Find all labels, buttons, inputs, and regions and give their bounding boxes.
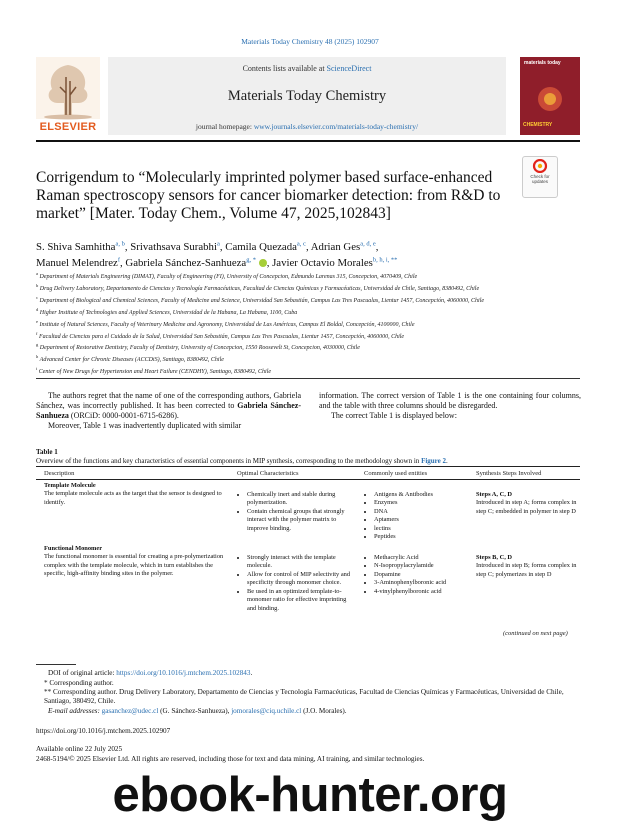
check-for-updates-label: Check for updates (530, 174, 550, 184)
footnote-emails: E-mail addresses: gasanchez@udec.cl (G. Sánchez-Sanhueza), jomorales@ciq.uchile.cl (J.O. Morales). (48, 707, 347, 715)
article-title: Corrigendum to “Molecularly imprinted polymer based surface-enhanced Raman spectroscopy sensors for cancer biomarker detection: from R&D to market” [Mater. Today Chem., Volume 47, 2025,102843] (36, 169, 501, 222)
figure-link[interactable]: Figure 2 (421, 457, 447, 465)
affiliations-rule (36, 378, 580, 379)
affiliation: $^a$ Department of Materials Engineering (DIMAT), Faculty of Engineering (FI), University of Concepcion, Edmundo Larenas 315, Concepcion, 4070409, Chile (36, 271, 418, 280)
affiliation: $^c$ Department of Biological and Chemical Sciences, Faculty of Medicine and Science, Universidad San Sebastián, Campus Las Tres Pascualas, Lientur 1457, Concepción, 4060000, Chile (36, 294, 485, 304)
body-paragraph: The correct Table 1 is displayed below: (331, 411, 457, 420)
row-description: The template molecule acts as the target that the sensor is designed to identify. (44, 490, 222, 506)
body-paragraph: information. The correct version of Table 1 is the one containing four columns, and the table with three columns should be disregarded. (319, 391, 581, 410)
homepage-link[interactable]: www.journals.elsevier.com/materials-today-chemistry/ (253, 122, 419, 131)
elsevier-wordmark: ELSEVIER (39, 121, 97, 133)
row-entities: • Antigens & Antibodies • Enzymes • DNA • Aptamers • lectins • Peptides (364, 491, 474, 542)
table-header: Synthesis Steps Involved (476, 470, 542, 477)
row-entities: • Methacrylic Acid • N-Isopropylacrylamide • Dopamine • 3-Aminophenylboronic acid • 4-vinylphenylboronic acid (364, 554, 474, 596)
orcid-icon[interactable] (259, 259, 267, 267)
table-header: Optimal Characteristics (237, 470, 299, 477)
header-rule (36, 140, 580, 142)
body-column-right (319, 391, 581, 421)
author[interactable]: Adrian Ges$^{a, d, e}$, (310, 240, 379, 253)
author[interactable]: Manuel Melendrez$^f$, (36, 256, 126, 270)
journal-homepage (108, 122, 506, 131)
cover-art (527, 84, 573, 114)
watermark-text: ebook-hunter.org (112, 768, 508, 822)
body-paragraph: Moreover, Table 1 was inadvertently duplicated with similar (48, 421, 242, 430)
row-title: Functional Monomer (44, 545, 103, 552)
author[interactable]: Srivathsava Surabhi$^a$, (130, 240, 226, 253)
row-characteristics: • Strongly interact with the template molecule. • Allow for control of MIP selectivity and specificity through monomer choice. • Be used in an optimized template-to-monomer ratio for effective imprinting and binding. (237, 554, 355, 613)
body-column-left (36, 391, 301, 431)
journal-title: Materials Today Chemistry (227, 88, 387, 104)
check-updates-icon (531, 159, 549, 173)
footnote-rule (36, 664, 76, 665)
email-link[interactable]: gasanchez@udec.cl (101, 707, 159, 715)
affiliations (36, 270, 584, 377)
row-description: The functional monomer is essential for creating a pre-polymerization complex with the template molecule, which in turn establishes the specific, high-affinity binding sites in the polymer. (44, 553, 224, 578)
table-header: Commonly used entities (364, 470, 428, 477)
affiliation: $^i$ Center of New Drugs for Hypertension and Heart Failure (CENDHY), Santiago, 8380492, Chile (36, 366, 272, 376)
affiliation: $^h$ Advanced Center for Chronic Diseases (ACCDiS), Santiago, 8380492, Chile (36, 354, 224, 364)
table-header: Description (44, 470, 75, 477)
original-doi-link[interactable]: https://doi.org/10.1016/j.mtchem.2025.102843 (116, 669, 251, 677)
homepage-prefix: journal homepage: (195, 122, 254, 131)
footnote-doi: DOI of original article: https://doi.org/10.1016/j.mtchem.2025.102843. (48, 669, 253, 677)
affiliation: $^b$ Drug Delivery Laboratory, Departamento de Ciencias y Tecnología Farmacéuticas, Facultad de Ciencias Químicas y Farmacéuticas, Universidad de Chile, Santiago, 8380492, Chile (36, 282, 480, 292)
row-steps: Steps B, C, D Introduced in step B; forms complex in step C; polymerizes in step D (476, 554, 577, 578)
email-link[interactable]: jomorales@ciq.uchile.cl (231, 707, 302, 715)
body-paragraph: The authors regret that the name of one of the corresponding authors, Gabriela Sánchez, was incorrectly published. It has been corrected to Gabriela Sánchez-Sanhueza (ORCiD: 0000-0001-6715-6286). (36, 391, 301, 420)
available-online: Available online 22 July 2025 (36, 745, 123, 753)
affiliation: $^f$ Facultad de Ciencias para el Cuidado de la Salud, Universidad San Sebastián, Campus Las Tres Pascualas, Lientur 1457, Concepción, 4060000, Chile (36, 330, 405, 340)
author[interactable]: S. Shiva Samhitha$^{a, b}$, (36, 240, 131, 253)
author-list (36, 237, 586, 270)
author[interactable]: Javier Octavio Morales$^{b, h, i, **}$ (272, 256, 398, 270)
row-title: Template Molecule (44, 482, 96, 489)
cover-title: materials today (524, 60, 561, 66)
copyright-line: 2468-5194/© 2025 Elsevier Ltd. All rights are reserved, including those for text and data mining, AI training, and similar technologies. (36, 755, 425, 763)
affiliation: $^d$ Higher Institute of Technologies and Applied Sciences, Universidad de la Habana, La Habana, 1100, Cuba (36, 306, 298, 316)
contents-prefix: Contents lists available at (242, 64, 327, 73)
table-row (44, 482, 229, 507)
row-characteristics: • Chemically inert and stable during polymerization. • Contain chemical groups that strongly interact with the polymer matrix to improve binding. (237, 491, 355, 533)
table-row (44, 545, 229, 579)
contents-line (108, 64, 506, 73)
journal-reference[interactable]: Materials Today Chemistry 48 (2025) 102907 (241, 37, 379, 46)
table-label: Table 1 (36, 448, 58, 456)
table-continued-note: (continued on next page) (503, 630, 568, 637)
author[interactable]: Gabriela Sánchez-Sanhueza$^{g, *}$ , (125, 256, 273, 270)
sciencedirect-link[interactable]: ScienceDirect (326, 64, 372, 73)
table-top-rule (36, 466, 580, 467)
affiliation: $^g$ Department of Restorative Dentistry, Faculty of Dentistry, University of Concepcion, 1550 Roosevelt St, Concepcion, 4030000, Chile (36, 342, 360, 352)
cover-subtitle: CHEMISTRY (523, 122, 553, 128)
author[interactable]: Camila Quezada$^{a, c}$, (225, 240, 311, 253)
table-header-rule (36, 479, 580, 480)
footnote-corresponding: * Corresponding author. (44, 679, 114, 687)
footnote-corresponding-2: ** Corresponding author. Drug Delivery Laboratory, Departamento de Ciencias y Tecnología Farmacéuticas, Facultad de Ciencias Químicas y Farmacéuticas, Universidad de Chile, Santiago, 380492, Chile. (44, 688, 564, 705)
table-caption: Table 1 Overview of the functions and key characteristics of essential components in MIP synthesis, corresponding to the methodology shown in Figure 2. (36, 448, 448, 465)
row-steps: Steps A, C, D Introduced in step A; forms complex in step C; embedded in polymer in step D (476, 491, 577, 515)
affiliation: $^e$ Institute of Natural Sciences, Faculty of Veterinary Medicine and Agronomy, Universidad de Las Américas, Campus El Boldal, Concepción, 4100000, Chile (36, 318, 415, 328)
article-doi-link[interactable]: https://doi.org/10.1016/j.mtchem.2025.102907 (36, 727, 171, 735)
